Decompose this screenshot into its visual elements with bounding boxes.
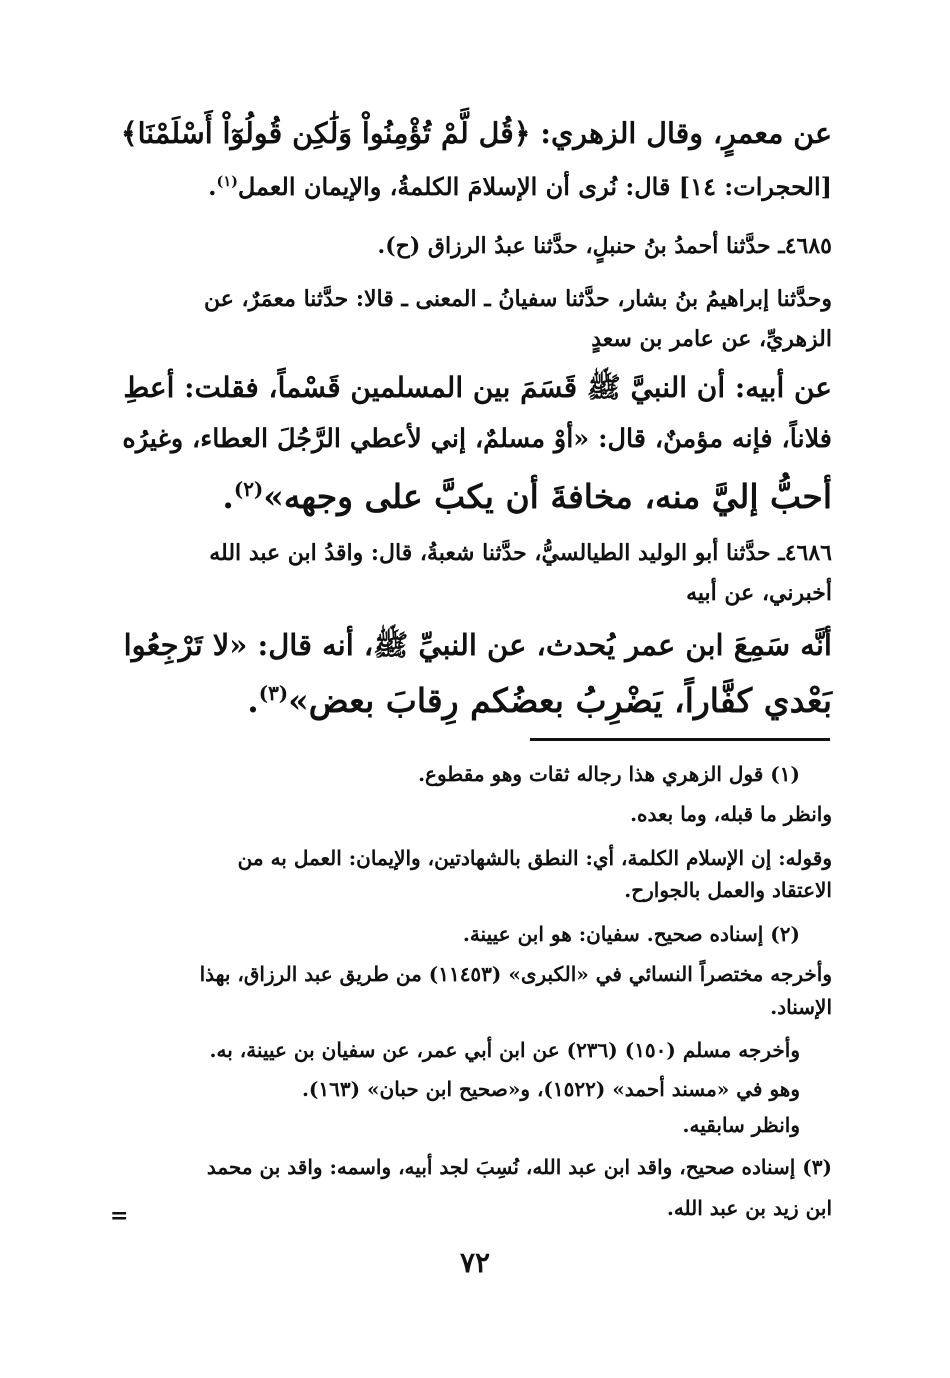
- hadith-4685-line: وحدَّثنا إبراهيمُ بنُ بشار، حدَّثنا سفيانُ ـ المعنى ـ قالا: حدَّثنا معمَرٌ، عن: [204, 286, 832, 312]
- footnote-line: (١) قول الزهري هذا رجاله ثقات وهو مقطوع.: [418, 762, 800, 786]
- footnote-ref: (١): [216, 173, 238, 190]
- hadith-text-line: أحبُّ إليَّ منه، مخافةَ أن يكبَّ على وجهه»$^{(٢)}$.: [222, 477, 832, 516]
- footnote-line: ابن زيد بن عبد الله.: [666, 1196, 832, 1220]
- footnote-separator: [530, 738, 830, 741]
- footnote-line: (٢) إسناده صحيح. سفيان: هو ابن عيينة.: [462, 922, 800, 946]
- footnote-line: الإسناد.: [770, 995, 832, 1019]
- hadith-text-line: بَعْدي كفَّاراً، يَضْرِبُ بعضُكم رِقابَ بعض»$^{(٣)}$.: [247, 681, 832, 720]
- footnote-ref: (٢): [233, 477, 264, 501]
- hadith-4685-line: ٤٦٨٥ـ حدَّثنا أحمدُ بنُ حنبلٍ، حدَّثنا عبدُ الرزاق (ح).: [377, 233, 832, 259]
- footnote-line: وقوله: إن الإسلام الكلمة، أي: النطق بالشهادتين، والإيمان: العمل به من: [237, 846, 832, 870]
- footnote-line: (٣) إسناده صحيح، واقد ابن عبد الله، نُسِبَ لجد أبيه، واسمه: واقد بن محمد: [206, 1155, 832, 1179]
- continuation-mark: =: [110, 1203, 129, 1229]
- page-number: ٧٢: [459, 1246, 491, 1279]
- footnote-line: وانظر ما قبله، وما بعده.: [630, 802, 832, 826]
- footnote-line: وانظر سابقيه.: [682, 1113, 800, 1137]
- hadith-text-line: فلاناً، فإنه مؤمنٌ، قال: «أوْ مسلمٌ، إني لأعطي الرَّجُلَ العطاء، وغيرُه: [122, 424, 832, 454]
- footnote-line: وأخرجه مسلم (١٥٠) (٢٣٦) عن ابن أبي عمر، عن سفيان بن عيينة، به.: [209, 1038, 800, 1062]
- body-line: [الحجرات: ١٤] قال: نُرى أن الإسلامَ الكلمةُ، والإيمان العمل$^{(١)}$.: [208, 172, 832, 201]
- body-line: عن معمرٍ، وقال الزهري: ﴿قُل لَّمْ تُؤْمِنُواْ وَلَٰكِن قُولُوٓاْ أَسْلَمْنَا﴾: [120, 116, 832, 150]
- hadith-4685-line: الزهريِّ، عن عامر بن سعدٍ: [591, 326, 832, 352]
- footnote-line: وأخرجه مختصراً النسائي في «الكبرى» (١١٤٥٣) من طريق عبد الرزاق، بهذا: [199, 962, 832, 986]
- footnote-ref: (٣): [258, 681, 289, 705]
- hadith-4686-line: أخبرني، عن أبيه: [686, 580, 832, 606]
- hadith-text-line: عن أبيه: أن النبيَّ ﷺ قَسَمَ بين المسلمين قَسْماً، فقلت: أعطِ: [123, 371, 832, 404]
- hadith-text-line: أنَّه سَمِعَ ابن عمر يُحدث، عن النبيِّ ﷺ، أنه قال: «لا تَرْجِعُوا: [123, 628, 832, 662]
- hadith-4686-line: ٤٦٨٦ـ حدَّثنا أبو الوليد الطيالسيُّ، حدَّثنا شعبةُ، قال: واقدُ ابن عبد الله: [209, 540, 832, 566]
- footnote-line: وهو في «مسند أحمد» (١٥٢٢)، و«صحيح ابن حبان» (١٦٣).: [301, 1077, 800, 1101]
- footnote-line: الاعتقاد والعمل بالجوارح.: [624, 878, 832, 902]
